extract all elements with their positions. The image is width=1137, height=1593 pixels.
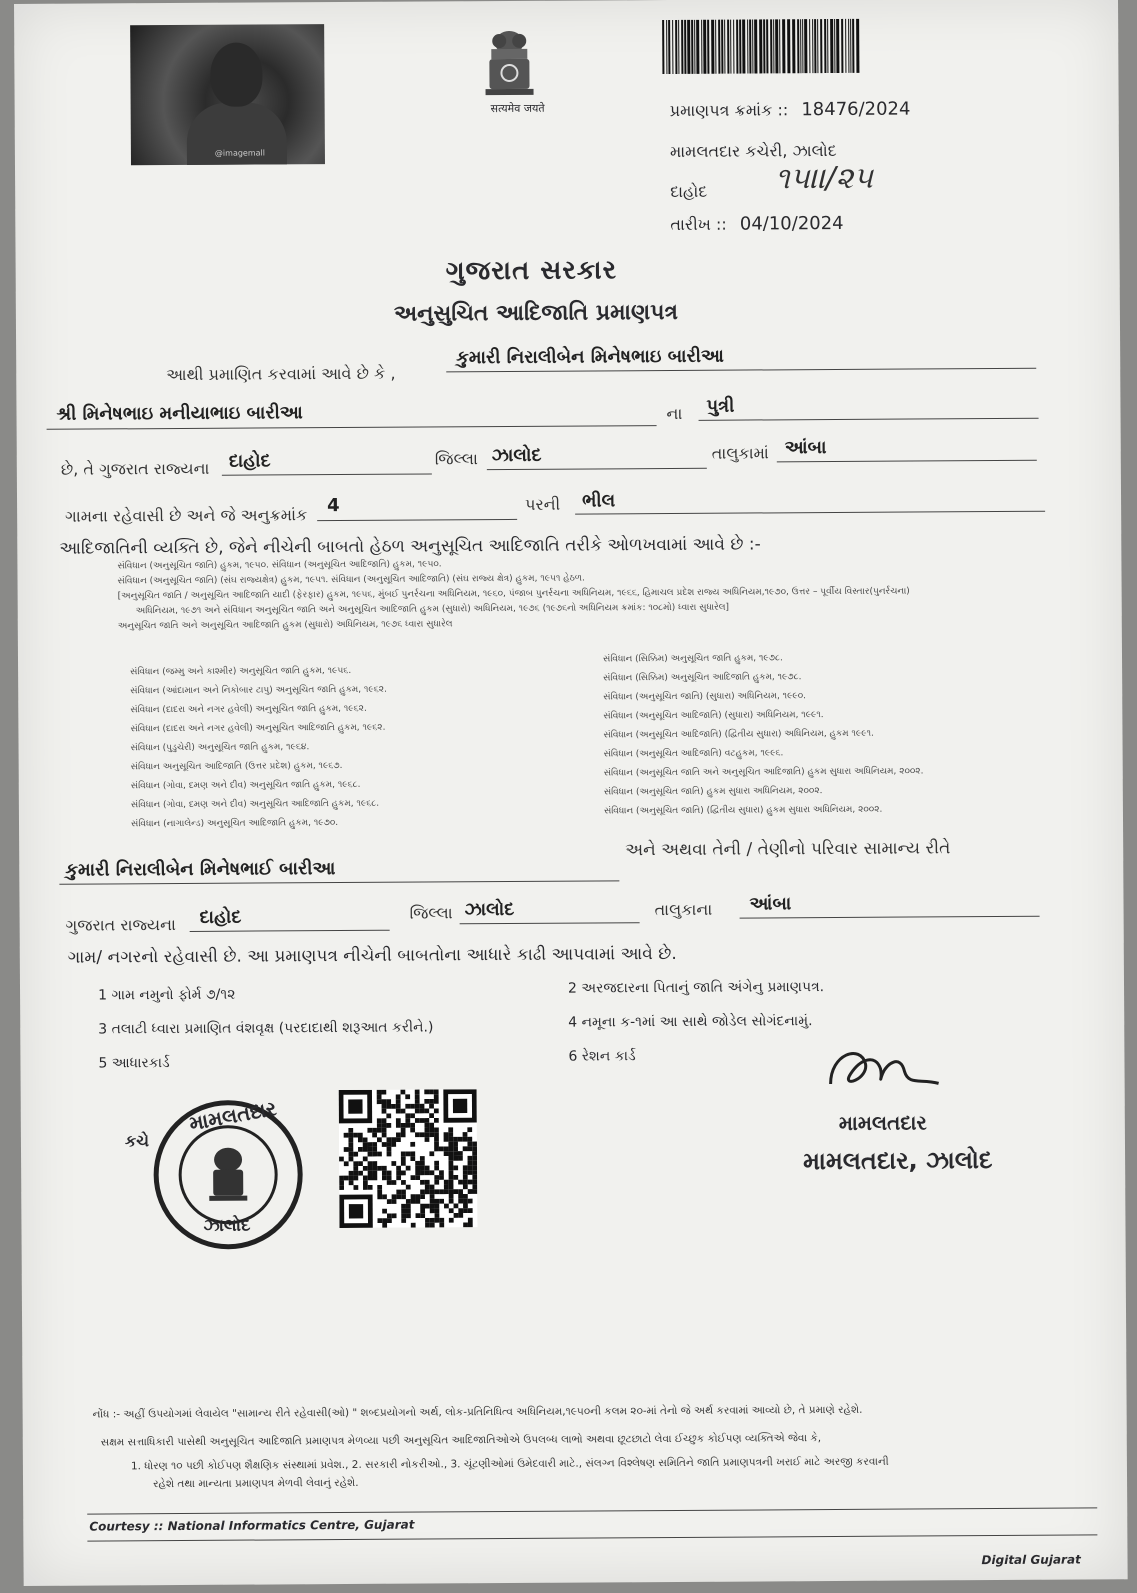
applicant-name-2: કુમારી નિરાલીબેન મિનેષભાઈ બારીઆ: [65, 858, 336, 881]
recognition-text: આદિજાતિની વ્યક્તિ છે, જેને નીચેની બાબતો હેઠળ અનુસૂચિત આદિજાતિ તરીકે ઓળખવામાં આવે છે :-: [59, 534, 761, 559]
na-label: ના: [666, 403, 683, 424]
father-name: શ્રી મિનેષભાઇ મનીયાભાઇ બારીઆ: [56, 402, 303, 425]
order-line: સંવિધાન (અનુસૂચિત જાતિ અને અનુસૂચિત આદિજાતિ) હુકમ સુધારા અધિનિયમ, ૨૦૦૨.: [603, 766, 924, 779]
state-label: છે, તે ગુજરાત રાજ્યના: [60, 458, 210, 479]
par-label: પરની: [525, 494, 561, 514]
cert-no: 18476/2024: [801, 98, 911, 121]
order-line: સંવિધાન (અનુસૂચિત જાતિ) હુકમ સુધારા અધિનિયમ, ૨૦૦૨.: [603, 786, 823, 798]
taluka-label: તાલુકામાં: [711, 443, 769, 463]
office-name: મામલતદાર કચેરી, ઝાલોદ: [669, 140, 837, 161]
certify-label: આથી પ્રમાણિત કરવામાં આવે છે કે ,: [166, 363, 396, 385]
note-1: નોંધ :- અહીં ઉપયોગમાં લેવાયેલ "સામાન્ય રીતે રહેવાસી(ઓ) " શબ્દપ્રયોગનો અર્થ, લોક-પ્રતિનિધિત્વ અધિનિયમ,૧૯૫૦ની કલમ ૨૦-માં તેનો જે અર્થ કરવામાં આવ્યો છે, તે પ્રમાણે રહેશે.: [92, 1403, 863, 1421]
seal-left-text: કચે: [124, 1131, 150, 1151]
relation: પુત્રી: [706, 395, 735, 417]
doc-item: 3 તલાટી ધ્વારા પ્રમાણિત વંશવૃક્ષ (પરદાદાથી શરૂઆત કરીને.): [98, 1019, 434, 1038]
signatory-title: મામલતદાર: [838, 1110, 927, 1135]
signature-icon: [820, 1033, 950, 1108]
order-line: સંવિધાન (અનુસૂચિત જાતિ) (દ્વિતીય સુધારા) હુકમ સુધારા અધિનિયમ, ૨૦૦૨.: [603, 804, 883, 817]
qr-code: [339, 1089, 478, 1228]
order-line: સંવિધાન (સિક્કિમ) અનુસૂચિત આદિજાતિ હુકમ, ૧૯૭૮.: [603, 672, 802, 684]
order-line: [અનુસૂચિત જાતિ / અનુસૂચિત આદિજાતિ યાદી (ફેરફાર) હુકમ, ૧૯૫૬, મુંબઈ પુનર્રચના અધિનિયમ, ૧૯૬૦, પંજાબ પુનર્રચના અધિનિયમ, ૧૯૬૬, હિમાચલ પ્રદેશ રાજ્ય અધિનિયમ,૧૯૭૦, ઉત્તર – પૂર્વીય વિસ્તાર(પુનર્રચના): [117, 586, 910, 602]
applicant-name: કુમારી નિરાલીબેન મિનેષભાઇ બારીઆ: [456, 345, 724, 369]
order-line: સંવિધાન (અનુસૂચિત આદિજાતિ) (દ્વિતીય સુધારા) અધિનિયમ, હુકમ ૧૯૯૧.: [603, 728, 874, 741]
order-line: સંવિધાન (અનુસૂચિત આદિજાતિ) (સુધારા) અધિનિયમ, ૧૯૯૧.: [603, 710, 824, 722]
seal-bottom-text: ઝાલોદ: [203, 1215, 251, 1236]
date-label: તારીખ ::: [670, 214, 727, 234]
national-emblem-icon: [469, 23, 550, 113]
order-line: અધિનિયમ, ૧૯૭૧ અને સંવિધાન અનુસૂચિત જાતિ અને અનુસૂચિત આદિજાતિ હુકમ (સુધારો) અધિનિયમ, ૧૯૭૬ (૧૯૭૬નો અધિનિયમ ક્રમાંક: ૧૦૮મો) ધ્વારા સુધારેલ]: [135, 602, 730, 617]
doc-item: 1 ગામ નમુનો ફોર્મ ૭/૧૨: [98, 986, 236, 1004]
serial-number: 4: [327, 495, 340, 517]
note-3: 1. ધોરણ ૧૦ પછી કોઈપણ શૈક્ષણિક સંસ્થામાં પ્રવેશ., 2. સરકારી નોકરીઓ., 3. ચૂંટણીઓમાં ઉમેદવારી માટે., સંલગ્ન વિશ્લેષણ સમિતિને જાતિ પ્રમાણપત્રની ખરાઈ માટે અરજી કરવાની: [130, 1455, 889, 1473]
district-2: દાહોદ: [199, 906, 242, 928]
date-row: [670, 213, 843, 235]
state2-label: ગુજરાત રાજ્યના: [65, 915, 176, 935]
resident-label: ગામના રહેવાસી છે અને જે અનુક્રમાંક: [65, 505, 308, 526]
govt-title: ગુજરાત સરકાર: [445, 255, 618, 287]
handwritten-ref: ૧૫।।/૨૫: [774, 160, 874, 197]
official-seal-icon: [151, 1097, 307, 1253]
order-line: સંવિધાન (દાદરા અને નગર હવેલી) અનુસૂચિત જાતિ હુકમ, ૧૯૬૨.: [130, 703, 367, 716]
doc-item: 6 રેશન કાર્ડ: [568, 1048, 636, 1065]
office-city: દાહોદ: [670, 181, 708, 201]
courtesy-text: Courtesy :: National Informatics Centre, Gujarat: [89, 1517, 415, 1534]
note-2: સક્ષમ સત્તાધિકારી પાસેથી અનુસૂચિત આદિજાતિ પ્રમાણપત્ર મેળવ્યા પછી અનુસૂચિત આદિજાતિઓએ ઉપલબ્ધ લાભો અથવા છૂટછાટો લેવા ઈચ્છુક કોઈપણ વ્યક્તિએ જેવા કે,: [100, 1432, 822, 1449]
taluka: ઝાલોદ: [491, 444, 542, 467]
orders-top: [117, 554, 1017, 634]
order-line: સંવિધાન (અનુસૂચિત જાતિ) (સંઘ રાજ્યક્ષેત્ર) હુકમ, ૧૯૫૧. સંવિધાન (અનુસૂચિત આદિજાતિ) (સંઘ રાજ્ય ક્ષેત્ર) હુકમ, ૧૯૫૧ હેઠળ.: [117, 573, 585, 587]
signatory-office: મામલતદાર, ઝાલોદ: [802, 1146, 993, 1176]
village-2: આંબા: [749, 893, 792, 915]
order-line: સંવિધાન (અનુસૂચિત આદિજાતિ) વટહુકમ, ૧૯૯૬.: [603, 748, 784, 760]
cert-no-label: પ્રમાણપત્ર ક્રમાંક ::: [669, 100, 789, 120]
note-4: રહેશે તથા માન્યતા પ્રમાણપત્ર મેળવી લેવાનું રહેશે.: [153, 1476, 359, 1491]
order-line: સંવિધાન (સિક્કિમ) અનુસૂચિત જાતિ હુકમ, ૧૯૭૮.: [602, 653, 783, 665]
doc-item: 2 અરજદારના પિતાનું જાતિ અંગેનુ પ્રમાણપત્ર.: [567, 979, 825, 997]
order-line: સંવિધાન (ગોવા, દમણ અને દીવ) અનુસૂચિત આદિજાતિ હુકમ, ૧૯૬૮.: [130, 798, 380, 811]
order-line: અનુસૂચિત જાતિ અને અનુસૂચિત આદિજાતિ હુકમ (સુધારો) અધિનિયમ, ૧૯૭૬ ધ્વારા સુધારેલ: [117, 619, 453, 632]
doc-item: 5 આધારકાર્ડ: [98, 1055, 170, 1072]
order-line: સંવિધાન (પુડુચેરી) અનુસૂચિત જાતિ હુકમ, ૧૯૬૪.: [130, 742, 310, 754]
order-line: સંવિધાન (અનુસૂચિત જાતિ) (સુધારા) અધિનિયમ, ૧૯૯૦.: [603, 691, 807, 703]
orders-left: [130, 661, 551, 835]
taluka2-label: તાલુકાના: [654, 899, 713, 920]
order-line: સંવિધાન (નાગાલેન્ડ) અનુસૂચિત આદિજાતિ હુકમ, ૧૯૭૦.: [130, 818, 339, 830]
certificate-page: [14, 0, 1128, 1586]
order-line: સંવિધાન અનુસૂચિત આદિજાતિ (ઉત્તર પ્રદેશ) હુકમ, ૧૯૬૭.: [130, 761, 343, 773]
issue-date: 04/10/2024: [739, 212, 844, 235]
district-label: જિલ્લા: [434, 449, 478, 469]
order-line: સંવિધાન (અનુસૂચિત જાતિ) હુકમ, ૧૯૫૦. સંવિધાન (અનુસૂચિત આદિજાતિ) હુકમ, ૧૯૫૦.: [117, 559, 442, 572]
emblem-caption: सत्यमेव जयते: [490, 101, 545, 116]
district2-label: જિલ્લા: [409, 903, 453, 923]
order-line: સંવિધાન (દાદરા અને નગર હવેલી) અનુસૂચિત આદિજાતિ હુકમ, ૧૯૬૨.: [130, 722, 386, 735]
district: દાહોદ: [228, 450, 271, 472]
certificate-title: અનુસુચિત આદિજાતિ પ્રમાણપત્ર: [393, 299, 679, 327]
tribe-name: ભીલ: [581, 490, 616, 512]
seal-top-text: મામલતદાર: [187, 1095, 279, 1136]
certificate-number-row: [670, 99, 911, 121]
photo-caption: @imagemall: [214, 148, 266, 158]
doc-item: 4 નમૂના ક-૧માં આ સાથે જોડેલ સોગંદનામું.: [568, 1013, 813, 1031]
digital-gujarat-text: Digital Gujarat: [981, 1552, 1081, 1568]
barcode: [662, 19, 892, 74]
applicant-photo: [130, 24, 325, 165]
family-label: અને અથવા તેની / તેણીનો પરિવાર સામાન્ય રીતે: [625, 838, 951, 861]
order-line: સંવિધાન (ગોવા, દમણ અને દીવ) અનુસૂચિત જાતિ હુકમ, ૧૯૬૮.: [130, 779, 361, 792]
village: આંબા: [784, 437, 827, 459]
order-line: સંવિધાન (જમ્મુ અને કાશ્મીર) અનુસૂચિત જાતિ હુકમ, ૧૯૫૬.: [130, 665, 352, 678]
taluka-2: ઝાલોદ: [464, 898, 515, 921]
order-line: સંવિધાન (આંદામાન અને નિકોબાર ટાપુ) અનુસૂચિત જાતિ હુકમ, ૧૯૬૨.: [130, 684, 387, 697]
basis-text: ગામ/ નગરનો રહેવાસી છે. આ પ્રમાણપત્ર નીચેની બાબતોના આધારે કાઢી આપવામાં આવે છે.: [67, 943, 677, 968]
orders-right: [603, 648, 1044, 822]
